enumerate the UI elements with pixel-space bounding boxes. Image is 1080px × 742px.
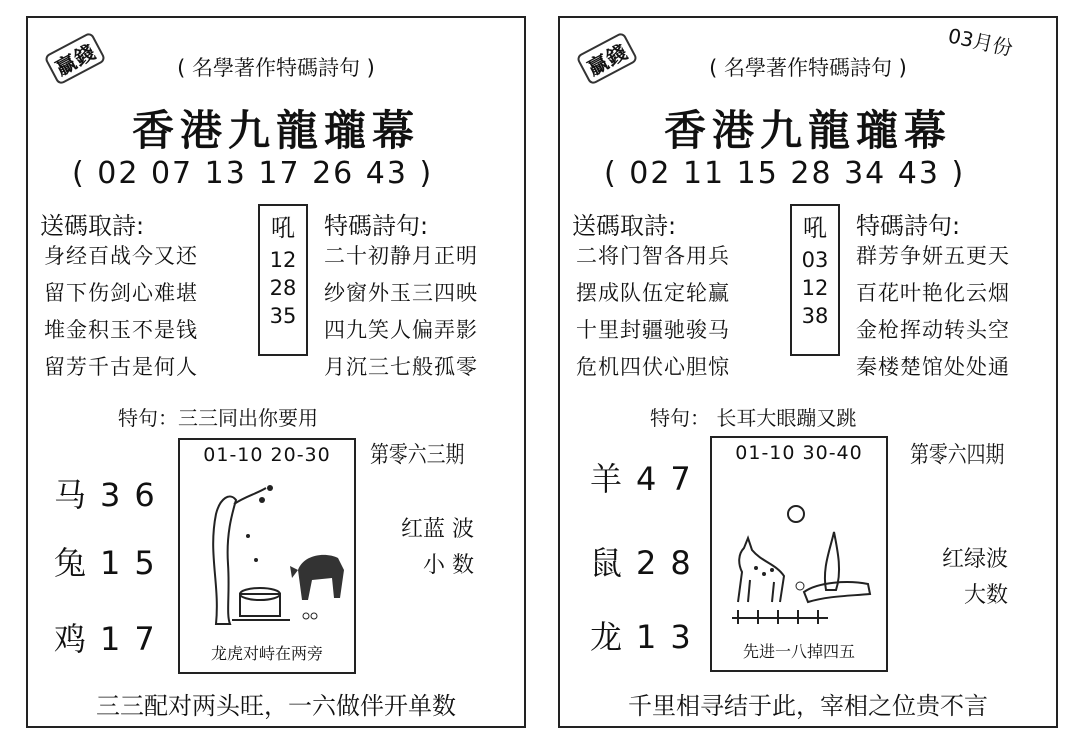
special-poem-line: 秦楼楚馆处处通 (856, 355, 1010, 379)
send-poem-line: 二将门智各用兵 (576, 244, 730, 268)
zodiac-animal: 兔 (54, 544, 101, 582)
special-poem-label: 特碼詩句: (856, 212, 961, 240)
special-line: 特句：三三同出你要用 (118, 406, 318, 430)
send-poem (44, 238, 198, 386)
zodiac-animal: 鼠 (590, 544, 637, 582)
month-label: 03月份 (945, 23, 1015, 61)
subtitle: ( 名學著作特碼詩句 ) (177, 56, 375, 80)
send-poem-line: 十里封疆驰骏马 (576, 318, 730, 342)
illustration-caption: 龙虎对峙在两旁 (210, 644, 323, 663)
number-box-value: 35 (269, 304, 297, 328)
special-line: 特句： 长耳大眼蹦又跳 (650, 406, 857, 430)
special-poem-line: 金枪挥动转头空 (856, 318, 1010, 342)
zodiac-item (54, 470, 169, 516)
bottom-verse: 三三配对两头旺，一六做伴开单数 (96, 692, 456, 720)
illustration-caption: 先进一八掉四五 (742, 642, 855, 661)
special-poem-line: 群芳争妍五更天 (856, 244, 1010, 268)
illustration-box (178, 438, 356, 674)
zodiac-animal: 羊 (590, 460, 637, 498)
special-poem-line: 纱窗外玉三四映 (324, 281, 478, 305)
subtitle: ( 名學著作特碼詩句 ) (709, 56, 907, 80)
zodiac-item (54, 614, 169, 660)
special-poem (856, 238, 1010, 386)
zodiac-number: 28 (636, 544, 705, 582)
zodiac-item (590, 538, 705, 584)
zodiac-number: 13 (636, 618, 705, 656)
zodiac-animal: 鸡 (54, 620, 101, 658)
zodiac-animal: 龙 (590, 618, 637, 656)
zodiac-number: 36 (100, 476, 169, 514)
send-poem-line: 留下伤剑心难堪 (44, 281, 198, 305)
zodiac-animal: 马 (54, 476, 101, 514)
wave-hint (370, 512, 474, 584)
zodiac-item (54, 538, 169, 584)
number-box-value: 38 (801, 304, 829, 328)
lottery-panel-left (26, 16, 526, 728)
issue-number: 第零六三期 (370, 442, 465, 468)
special-poem-label: 特碼詩句: (324, 212, 429, 240)
special-poem-line: 百花叶艳化云烟 (856, 281, 1010, 305)
send-poem-line: 身经百战今又还 (44, 244, 198, 268)
special-poem-line: 四九笑人偏弄影 (324, 318, 478, 342)
send-code-label: 送碼取詩: (572, 212, 677, 240)
zodiac-number: 47 (636, 460, 705, 498)
number-box-header: 吼 (271, 214, 295, 242)
stamp-logo: 贏錢 (43, 31, 106, 85)
lottery-panel-right (558, 16, 1058, 728)
number-box-value: 03 (801, 248, 829, 272)
page-title: 香港九龍瓏幕 (131, 106, 420, 155)
illustration-box (710, 436, 888, 672)
number-range: 01-10 20-30 (203, 444, 331, 466)
send-code-label: 送碼取詩: (40, 212, 145, 240)
zodiac-item (590, 612, 705, 658)
bottom-verse: 千里相寻结于此，宰相之位贵不言 (628, 692, 988, 720)
zodiac-item (590, 454, 705, 500)
number-box-value: 12 (801, 276, 829, 300)
send-poem-line: 危机四伏心胆惊 (576, 355, 730, 379)
send-poem-line: 堆金积玉不是钱 (44, 318, 198, 342)
draw-numbers: ( 02 07 13 17 26 43 ) (72, 156, 434, 191)
zodiac-number: 15 (100, 544, 169, 582)
tree-horse-well-illustration (186, 474, 348, 640)
special-poem-line: 月沉三七般孤零 (324, 355, 478, 379)
send-poem (576, 238, 730, 386)
wave-size: 大数 (963, 583, 1008, 608)
special-poem (324, 238, 478, 386)
page-title: 香港九龍瓏幕 (663, 106, 952, 155)
zodiac-number: 17 (100, 620, 169, 658)
send-poem-line: 留芳千古是何人 (44, 355, 198, 379)
wave-color: 红蓝 波 (401, 517, 474, 542)
wave-size: 小 数 (423, 553, 474, 578)
stamp-logo: 贏錢 (575, 31, 638, 85)
number-box-value: 12 (269, 248, 297, 272)
draw-numbers: ( 02 11 15 28 34 43 ) (604, 156, 966, 191)
wave-hint (912, 542, 1008, 614)
number-box-header: 吼 (803, 214, 827, 242)
send-poem-line: 摆成队伍定轮赢 (576, 281, 730, 305)
number-box (258, 204, 308, 356)
deer-moon-illustration (718, 472, 880, 638)
number-range: 01-10 30-40 (735, 442, 863, 464)
issue-number: 第零六四期 (910, 442, 1005, 468)
special-poem-line: 二十初静月正明 (324, 244, 478, 268)
number-box (790, 204, 840, 356)
wave-color: 红绿波 (941, 547, 1008, 572)
number-box-value: 28 (269, 276, 297, 300)
